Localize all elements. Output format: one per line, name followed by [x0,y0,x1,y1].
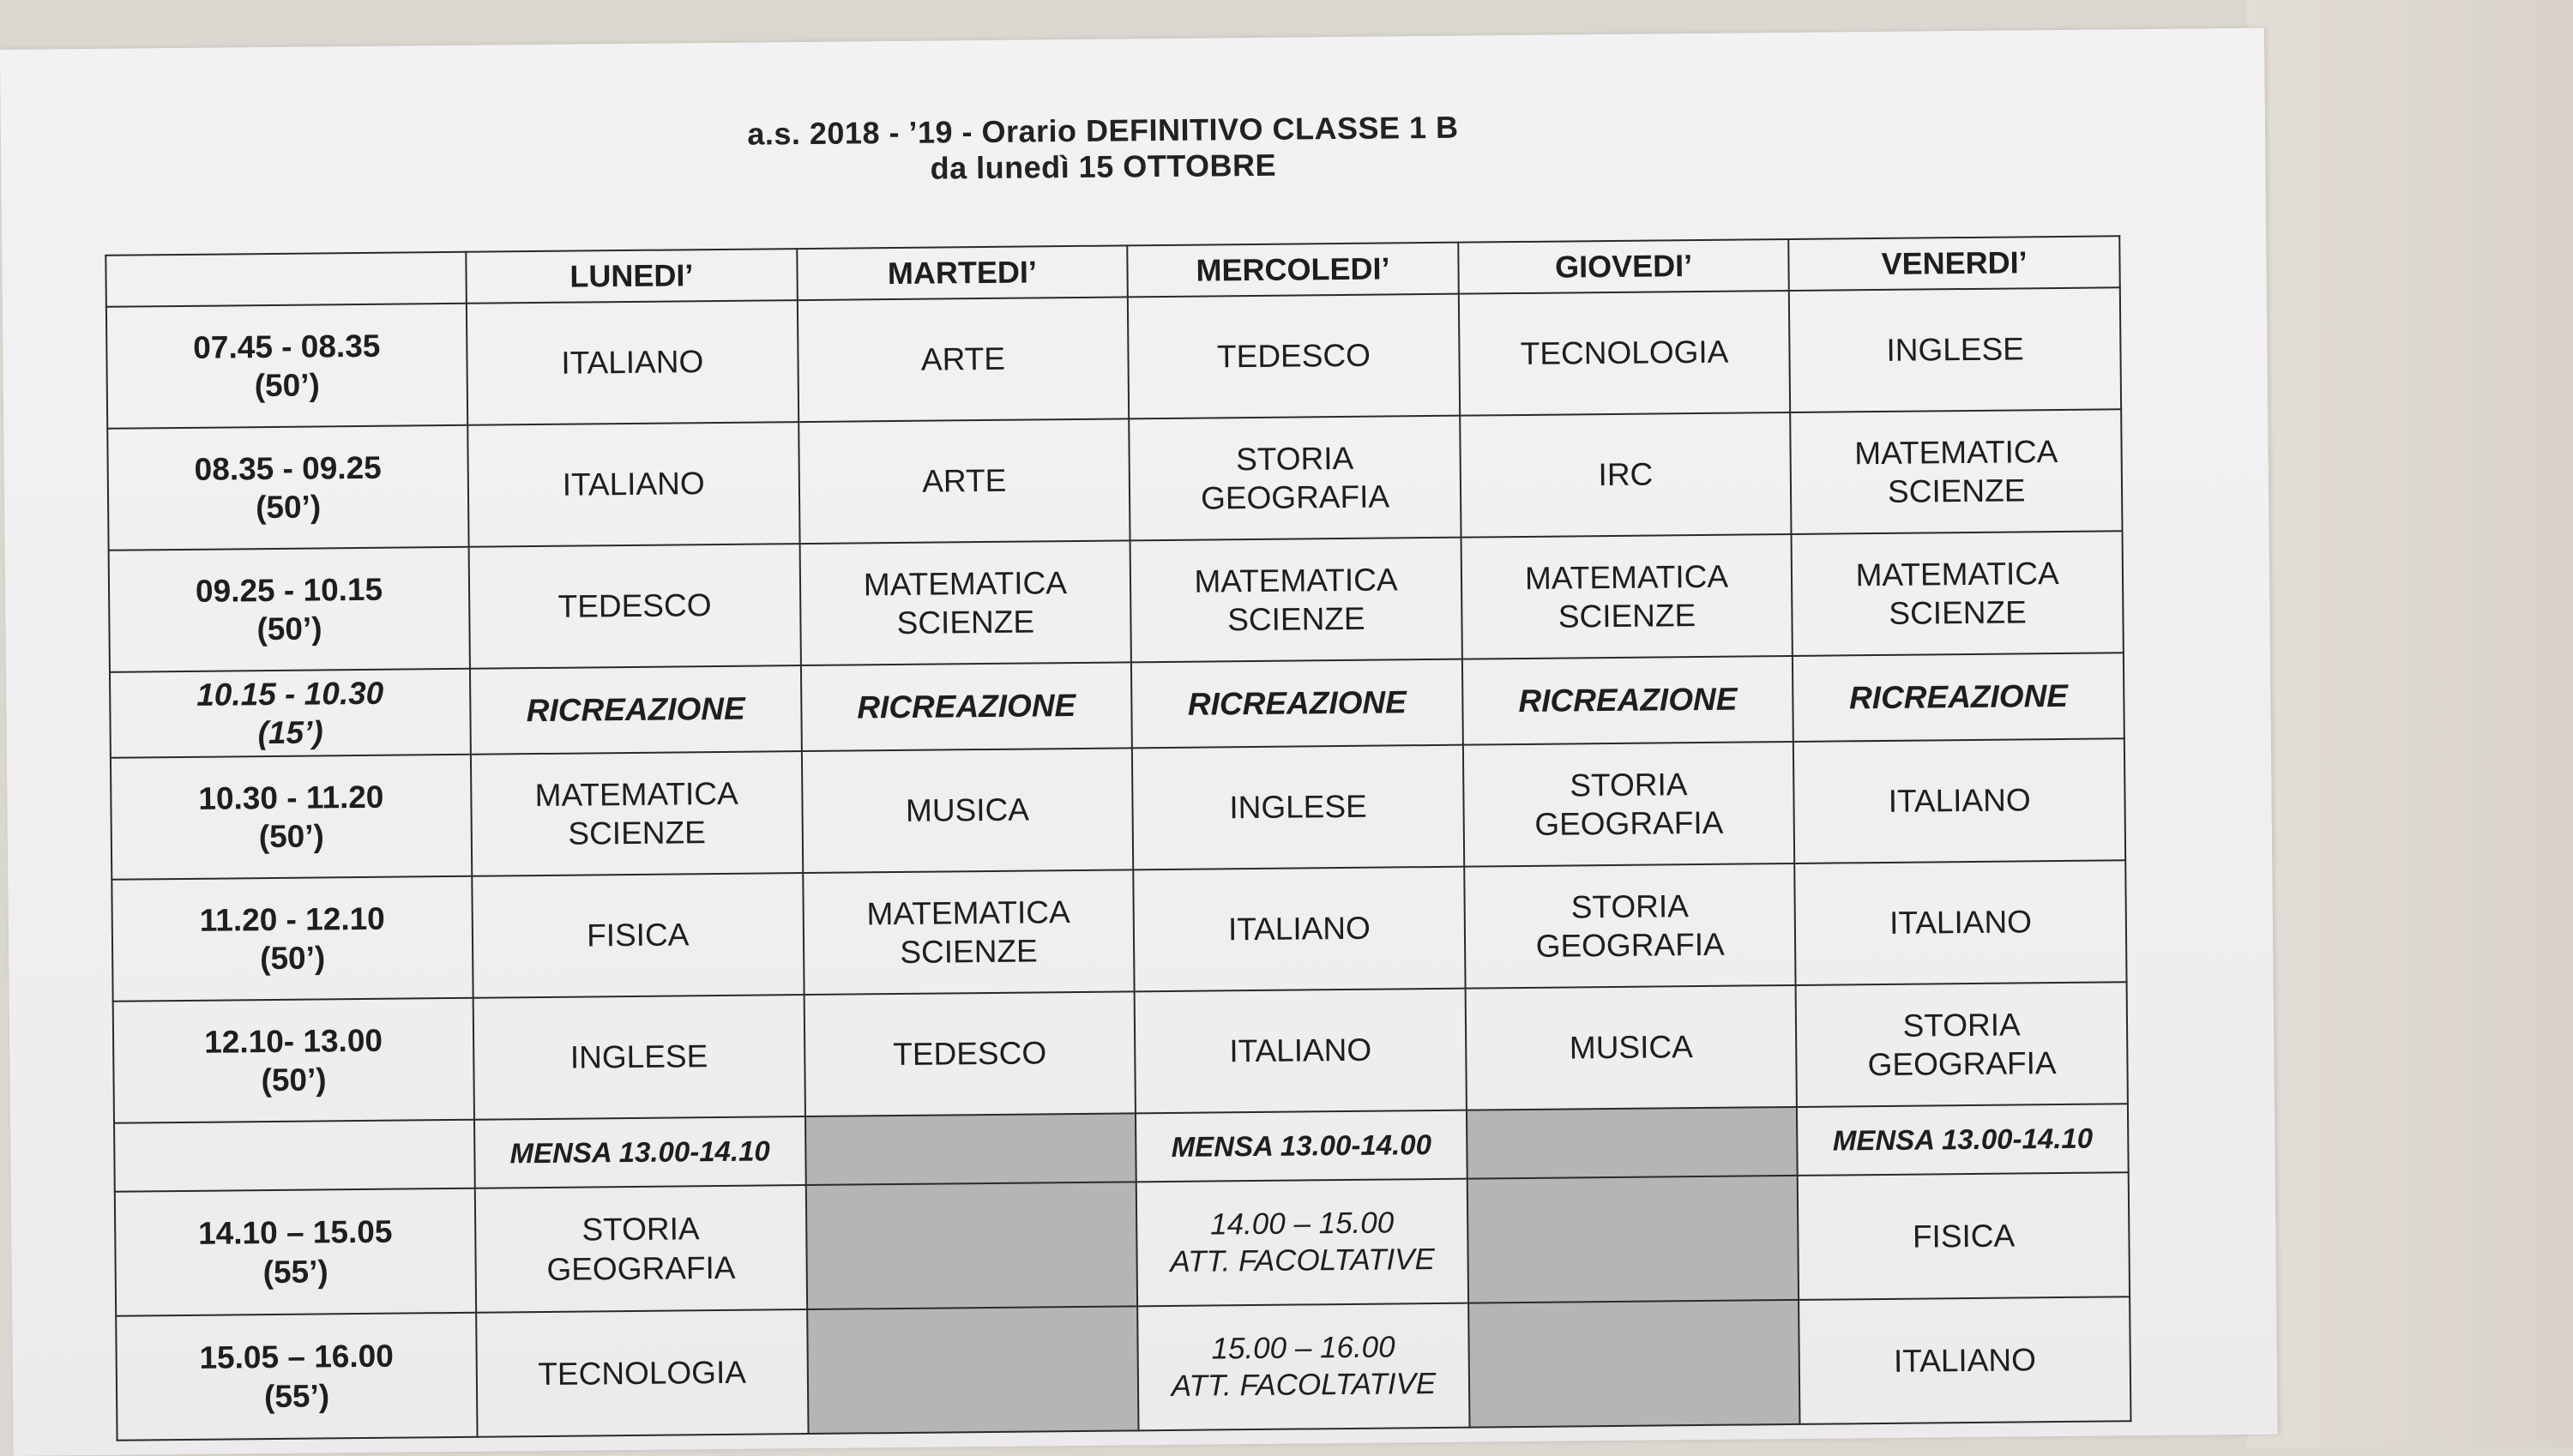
subject-line: MUSICA [905,791,1030,829]
subject-cell [1135,989,1467,1114]
subject-cell [469,544,801,669]
subject-cell [1128,294,1460,419]
subject-cell [1796,982,2128,1107]
subject-cell [1465,985,1797,1110]
subject-cell [1799,1297,2130,1424]
empty-cell [805,1182,1137,1309]
subject-line: SCIENZE [1558,598,1696,635]
subject-cell [1133,867,1465,992]
subject-cell [467,300,798,425]
time-cell [106,304,467,429]
timetable-sheet [0,28,2278,1456]
subject-line: SCIENZE [900,933,1038,970]
day-header-giovedi: GIOVEDI’ [1458,239,1789,294]
time-line: (50’) [258,818,325,855]
day-header-lunedi: LUNEDI’ [466,249,797,304]
subject-line: STORIA [1902,1007,2021,1044]
subject-line: SCIENZE [1889,594,2027,631]
time-cell [113,998,474,1123]
subject-cell [1129,416,1461,541]
lesson-row [106,287,2121,429]
empty-cell [1467,1107,1798,1179]
subject-line: GEOGRAFIA [1867,1045,2057,1083]
activity-line: ATT. FACOLTATIVE [1170,1242,1436,1279]
day-header-venerdi: VENERDI’ [1789,236,2120,291]
subject-line: GEOGRAFIA [1200,478,1390,516]
time-cell [107,425,468,551]
sheet-subtitle: da lunedì 15 OTTOBRE [930,147,1277,186]
time-line: 07.45 - 08.35 [193,328,381,365]
subject-line: ITALIANO [562,466,705,503]
activity-line: ATT. FACOLTATIVE [1171,1366,1437,1403]
break-cell [470,665,802,755]
morning-lessons [106,287,2128,1122]
subject-cell [1464,863,1796,989]
subject-line: MUSICA [1569,1029,1693,1066]
subject-cell [1130,538,1462,663]
subject-line: MATEMATICA [863,564,1068,603]
subject-cell [1459,291,1791,416]
subject-line: TEDESCO [893,1035,1047,1073]
time-line: (55’) [262,1253,328,1290]
time-line: (50’) [261,1062,327,1098]
time-line: 12.10- 13.00 [204,1022,383,1060]
subject-cell [1789,287,2121,412]
lesson-row [107,409,2122,551]
subject-cell [1132,745,1464,870]
empty-cell [807,1306,1139,1434]
subject-line: TECNOLOGIA [538,1354,747,1392]
subject-cell [471,751,803,876]
subject-line: ITALIANO [1889,904,2033,942]
subject-line: RICREAZIONE [1187,684,1407,723]
subject-cell [1461,534,1793,659]
time-line: (15’) [257,714,323,751]
subject-line: MATEMATICA [1854,433,2058,472]
subject-line: SCIENZE [896,604,1035,641]
afternoon-row [115,1172,2130,1316]
lesson-row [113,982,2128,1123]
subject-line: GEOGRAFIA [1535,926,1725,964]
lesson-row [109,531,2124,672]
corner-cell [105,252,467,307]
subject-line: MATEMATICA [1194,562,1398,599]
subject-line: SCIENZE [1887,472,2026,509]
time-cell [110,669,471,758]
time-line: (50’) [259,940,326,977]
subject-cell [1791,409,2123,534]
mensa-time-cell [114,1120,475,1192]
subject-line: FISICA [1912,1218,2016,1254]
subject-cell [798,418,1130,544]
time-line: 09.25 - 10.15 [195,571,383,609]
subject-line: FISICA [586,917,690,954]
subject-cell [467,422,799,547]
subject-cell [801,748,1133,873]
mensa-mercoledi: MENSA 13.00-14.00 [1136,1110,1467,1182]
subject-line: INGLESE [1229,789,1367,826]
subject-line: ITALIANO [1229,1032,1372,1069]
time-line: (50’) [254,367,320,404]
subject-cell [1798,1172,2130,1300]
time-cell [111,755,472,880]
subject-line: GEOGRAFIA [546,1249,736,1287]
break-cell [801,662,1133,751]
time-cell [109,547,470,672]
subject-cell [472,873,804,998]
subject-cell [476,1309,808,1437]
activity-line: 15.00 – 16.00 [1211,1330,1395,1366]
break-cell [1462,656,1794,745]
subject-cell [1792,531,2124,656]
break-cell [1793,653,2124,742]
empty-cell [805,1113,1136,1185]
subject-line: STORIA [1570,767,1688,803]
day-header-martedi: MARTEDI’ [797,245,1128,300]
subject-line: ITALIANO [1893,1342,2037,1379]
mensa-venerdi: MENSA 13.00-14.10 [1797,1104,2128,1176]
subject-line: STORIA [581,1211,700,1248]
subject-line: RICREAZIONE [526,691,745,729]
time-line: 14.10 – 15.05 [197,1214,393,1252]
time-line: (50’) [256,611,322,647]
subject-line: MATEMATICA [866,893,1070,932]
subject-line: SCIENZE [568,815,706,851]
subject-cell [1463,742,1795,867]
timetable [105,235,2131,1441]
subject-cell [1460,412,1792,538]
mensa-lunedi: MENSA 13.00-14.10 [474,1116,805,1188]
time-cell [111,876,473,1002]
subject-line: TEDESCO [557,587,712,625]
subject-line: RICREAZIONE [1848,678,2069,716]
optional-activity-cell [1136,1179,1468,1307]
subject-cell [797,297,1129,422]
subject-cell [804,991,1136,1116]
afternoon-row [116,1297,2130,1441]
subject-cell [473,995,805,1120]
subject-line: INGLESE [1886,331,2025,369]
time-line: 08.35 - 09.25 [194,449,382,487]
time-line: 11.20 - 12.10 [199,900,385,938]
subject-line: RICREAZIONE [857,688,1076,725]
subject-cell [475,1185,807,1313]
lesson-row [111,860,2126,1002]
time-line: 10.30 - 11.20 [198,779,384,816]
empty-cell [1468,1300,1800,1428]
subject-cell [1795,860,2127,985]
optional-activity-cell [1137,1303,1469,1431]
subject-line: MATEMATICA [534,775,738,813]
subject-line: ITALIANO [1227,911,1371,948]
time-line: (50’) [255,489,322,526]
sheet-title: a.s. 2018 - ’19 - Orario DEFINITIVO CLASSE 1 B [747,109,1459,152]
subject-line: RICREAZIONE [1518,682,1738,719]
time-cell [116,1313,477,1441]
activity-line: 14.00 – 15.00 [1209,1206,1395,1242]
subject-line: ITALIANO [1888,782,2031,820]
lesson-row [111,738,2125,880]
subject-line: TECNOLOGIA [1520,334,1729,372]
table-surface [2247,0,2573,1447]
afternoon-lessons [115,1172,2131,1441]
day-header-mercoledi: MERCOLEDI’ [1127,243,1458,298]
subject-line: GEOGRAFIA [1534,804,1724,842]
empty-cell [1467,1176,1799,1303]
subject-line: ITALIANO [561,344,704,382]
subject-cell [1793,738,2125,863]
subject-line: TEDESCO [1216,338,1371,375]
time-line: (55’) [263,1377,330,1414]
subject-line: IRC [1598,456,1654,493]
time-line: 10.15 - 10.30 [196,675,384,713]
break-cell [1131,659,1463,749]
subject-line: ARTE [922,463,1007,500]
subject-line: ARTE [920,341,1006,378]
subject-cell [803,869,1135,995]
subject-line: MATEMATICA [1524,558,1729,596]
subject-line: INGLESE [569,1038,708,1076]
subject-line: STORIA [1570,888,1689,925]
time-line: 15.05 – 16.00 [199,1339,394,1376]
subject-line: SCIENZE [1227,600,1365,638]
subject-line: STORIA [1235,440,1354,478]
time-cell [115,1188,476,1316]
subject-cell [799,540,1131,665]
subject-line: MATEMATICA [1855,555,2059,593]
